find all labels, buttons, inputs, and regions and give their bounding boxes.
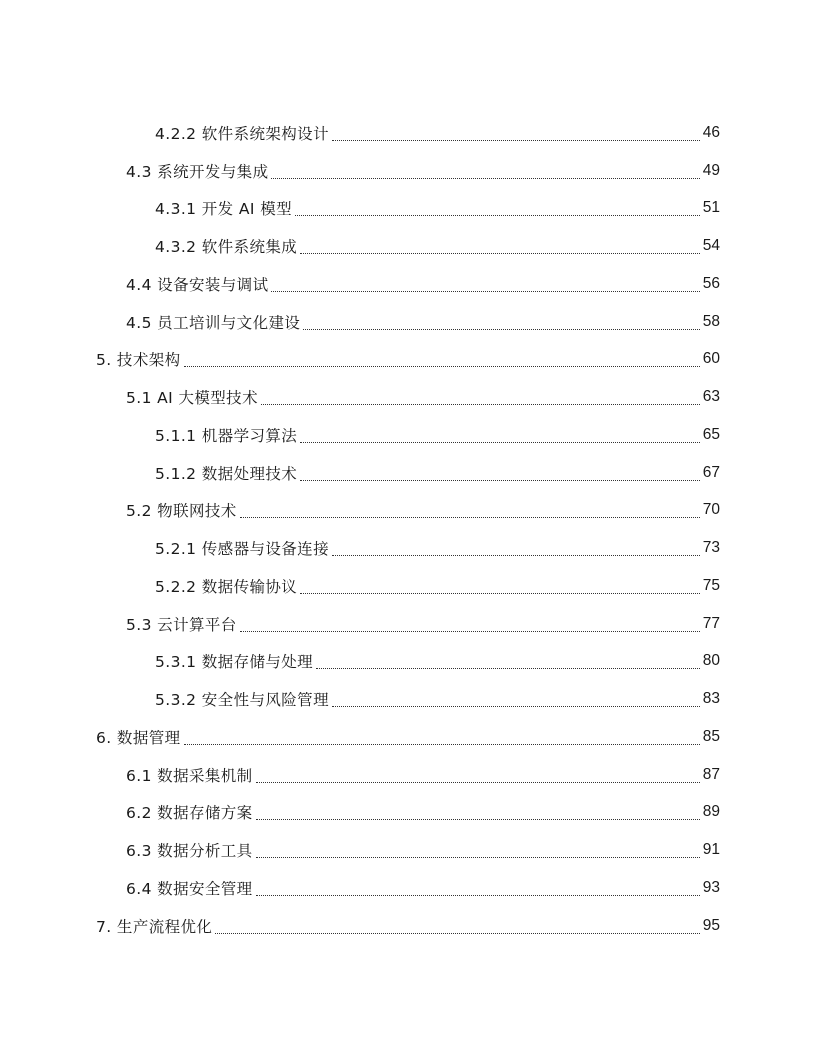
toc-entry[interactable] <box>0 114 816 152</box>
dot-leader <box>240 630 700 632</box>
dot-leader <box>271 290 700 292</box>
toc-entry[interactable] <box>0 567 816 605</box>
dot-leader <box>256 781 700 783</box>
toc-entry-page: 95 <box>702 916 720 934</box>
toc-entry-page: 80 <box>702 652 720 670</box>
toc-entry-title: 4.2.2 软件系统架构设计 <box>155 124 329 143</box>
toc-entry[interactable] <box>0 718 816 756</box>
toc-entry[interactable] <box>0 152 816 190</box>
toc-entry-page: 63 <box>702 388 720 406</box>
dot-leader <box>332 554 700 556</box>
toc-entry[interactable] <box>0 869 816 907</box>
toc-entry-page: 73 <box>702 539 720 557</box>
toc-entry-page: 65 <box>702 425 720 443</box>
toc-entry-page: 46 <box>702 123 720 141</box>
toc-entry-title: 5.3.2 安全性与风险管理 <box>155 691 329 710</box>
toc-entry[interactable] <box>0 378 816 416</box>
toc-entry-title: 4.5 员工培训与文化建设 <box>126 313 301 332</box>
toc-entry-page: 75 <box>702 576 720 594</box>
toc-entry[interactable] <box>0 831 816 869</box>
dot-leader <box>256 856 700 858</box>
toc-entry-title: 6.1 数据采集机制 <box>126 766 253 785</box>
toc-entry[interactable] <box>0 492 816 530</box>
toc-entry-title: 4.3.1 开发 AI 模型 <box>155 200 292 219</box>
toc-entry-page: 60 <box>702 350 720 368</box>
dot-leader <box>300 592 700 594</box>
toc-entry-title: 6.3 数据分析工具 <box>126 842 253 861</box>
dot-leader <box>300 479 700 481</box>
toc-entry-page: 89 <box>702 803 720 821</box>
dot-leader <box>332 139 700 141</box>
toc-entry[interactable] <box>0 454 816 492</box>
toc-entry-page: 83 <box>702 690 720 708</box>
toc-entry-title: 5. 技术架构 <box>96 351 181 370</box>
dot-leader <box>184 365 700 367</box>
dot-leader <box>271 177 700 179</box>
toc-entry[interactable] <box>0 605 816 643</box>
toc-entry[interactable] <box>0 680 816 718</box>
toc-entry-page: 54 <box>702 237 720 255</box>
toc-entry-page: 93 <box>702 878 720 896</box>
toc-entry-page: 91 <box>702 841 720 859</box>
dot-leader <box>215 932 700 934</box>
toc-entry-title: 7. 生产流程优化 <box>96 917 213 936</box>
toc-entry-title: 5.1 AI 大模型技术 <box>126 389 258 408</box>
toc-entry[interactable] <box>0 643 816 681</box>
toc-entry-title: 5.2.2 数据传输协议 <box>155 577 298 596</box>
dot-leader <box>300 252 700 254</box>
dot-leader <box>316 667 700 669</box>
toc-entry-page: 87 <box>702 765 720 783</box>
dot-leader <box>256 894 700 896</box>
toc-entry-title: 5.2.1 传感器与设备连接 <box>155 540 329 559</box>
toc-entry-title: 4.3 系统开发与集成 <box>126 162 269 181</box>
toc-entry-title: 5.2 物联网技术 <box>126 502 237 521</box>
dot-leader <box>240 516 700 518</box>
toc-entry-title: 4.4 设备安装与调试 <box>126 275 269 294</box>
toc-entry-page: 77 <box>702 614 720 632</box>
toc-entry[interactable] <box>0 756 816 794</box>
dot-leader <box>300 441 700 443</box>
toc-entry[interactable] <box>0 416 816 454</box>
toc-entry[interactable] <box>0 190 816 228</box>
toc-entry-page: 58 <box>702 312 720 330</box>
toc-entry[interactable] <box>0 794 816 832</box>
dot-leader <box>261 403 700 405</box>
toc-entry-page: 56 <box>702 274 720 292</box>
toc-entry-title: 6.4 数据安全管理 <box>126 879 253 898</box>
dot-leader <box>184 743 700 745</box>
table-of-contents <box>0 114 816 945</box>
toc-entry-page: 70 <box>702 501 720 519</box>
toc-entry-title: 5.3.1 数据存储与处理 <box>155 653 314 672</box>
toc-entry-page: 85 <box>702 727 720 745</box>
toc-entry-title: 5.1.2 数据处理技术 <box>155 464 298 483</box>
toc-entry[interactable] <box>0 529 816 567</box>
dot-leader <box>256 818 700 820</box>
toc-entry-title: 5.1.1 机器学习算法 <box>155 426 298 445</box>
dot-leader <box>295 214 700 216</box>
toc-entry-title: 6.2 数据存储方案 <box>126 804 253 823</box>
toc-entry-title: 4.3.2 软件系统集成 <box>155 238 298 257</box>
toc-entry-title: 6. 数据管理 <box>96 728 181 747</box>
dot-leader <box>303 328 700 330</box>
toc-entry[interactable] <box>0 227 816 265</box>
toc-entry[interactable] <box>0 907 816 945</box>
dot-leader <box>332 705 700 707</box>
toc-entry[interactable] <box>0 341 816 379</box>
toc-entry-page: 49 <box>702 161 720 179</box>
toc-entry[interactable] <box>0 265 816 303</box>
toc-entry[interactable] <box>0 303 816 341</box>
toc-entry-page: 51 <box>702 199 720 217</box>
toc-entry-title: 5.3 云计算平台 <box>126 615 237 634</box>
toc-entry-page: 67 <box>702 463 720 481</box>
